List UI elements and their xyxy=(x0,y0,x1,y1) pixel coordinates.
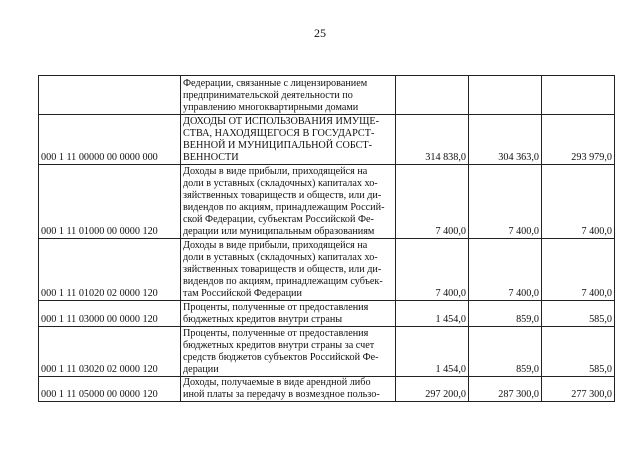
row-name-line: иной платы за передачу в возмездное пользо- xyxy=(183,389,380,400)
row-name-line: дерации или муниципальным образованиям xyxy=(183,226,375,237)
row-name xyxy=(181,239,396,301)
row-value-v2 xyxy=(469,76,542,115)
row-name-line: бюджетных кредитов внутри страны за счет xyxy=(183,340,375,351)
row-value-v2: 7 400,0 xyxy=(469,165,542,239)
row-name-line: СТВА, НАХОДЯЩЕГОСЯ В ГОСУДАРСТ- xyxy=(183,128,375,139)
row-name-line: Проценты, полученные от предоставления xyxy=(183,328,369,339)
row-name-line: бюджетных кредитов внутри страны xyxy=(183,314,343,325)
row-value-v1 xyxy=(396,76,469,115)
row-name-line: дерации xyxy=(183,364,219,375)
row-name-line: доли в уставных (складочных) капиталах хо- xyxy=(183,178,378,189)
row-name-line: Доходы, получаемые в виде арендной либо xyxy=(183,377,371,388)
row-name-line: Доходы в виде прибыли, приходящейся на xyxy=(183,166,368,177)
row-value-v3: 7 400,0 xyxy=(542,165,615,239)
row-name-line: ской Федерации, субъектам Российской Фе- xyxy=(183,214,374,225)
row-value-v3: 277 300,0 xyxy=(542,377,615,402)
row-value-v3: 585,0 xyxy=(542,327,615,377)
row-value-v2: 7 400,0 xyxy=(469,239,542,301)
row-value-v2: 859,0 xyxy=(469,301,542,327)
table-row xyxy=(39,327,615,377)
row-value-v1: 297 200,0 xyxy=(396,377,469,402)
row-value-v3: 7 400,0 xyxy=(542,239,615,301)
page-number: 25 xyxy=(314,26,326,40)
row-code: 000 1 11 05000 00 0000 120 xyxy=(39,377,181,402)
table-row xyxy=(39,76,615,115)
row-name-line: зяйственных товариществ и обществ, или ди- xyxy=(183,190,382,201)
row-value-v2: 304 363,0 xyxy=(469,115,542,165)
row-name-line: видендов по акциям, принадлежащим Россий- xyxy=(183,202,385,213)
row-name xyxy=(181,301,396,327)
row-name xyxy=(181,327,396,377)
row-value-v1: 7 400,0 xyxy=(396,165,469,239)
row-value-v3 xyxy=(542,76,615,115)
table-row xyxy=(39,115,615,165)
row-name-line: средств бюджетов субъектов Российской Фе- xyxy=(183,352,379,363)
row-value-v1: 1 454,0 xyxy=(396,301,469,327)
table-row xyxy=(39,301,615,327)
row-code: 000 1 11 03020 02 0000 120 xyxy=(39,327,181,377)
row-value-v3: 293 979,0 xyxy=(542,115,615,165)
table-row xyxy=(39,165,615,239)
row-value-v1: 1 454,0 xyxy=(396,327,469,377)
row-name-line: ДОХОДЫ ОТ ИСПОЛЬЗОВАНИЯ ИМУЩЕ- xyxy=(183,116,379,127)
row-code: 000 1 11 01000 00 0000 120 xyxy=(39,165,181,239)
row-name-line: предпринимательской деятельности по xyxy=(183,90,353,101)
row-value-v1: 7 400,0 xyxy=(396,239,469,301)
row-name xyxy=(181,115,396,165)
row-name-line: ВЕННОЙ И МУНИЦИПАЛЬНОЙ СОБСТ- xyxy=(183,140,373,151)
row-code: 000 1 11 00000 00 0000 000 xyxy=(39,115,181,165)
row-value-v3: 585,0 xyxy=(542,301,615,327)
row-name-line: Федерации, связанные с лицензированием xyxy=(183,78,368,89)
row-name xyxy=(181,377,396,402)
row-name xyxy=(181,165,396,239)
row-name xyxy=(181,76,396,115)
row-name-line: видендов по акциям, принадлежащим субъек- xyxy=(183,276,383,287)
row-code: 000 1 11 03000 00 0000 120 xyxy=(39,301,181,327)
row-name-line: Проценты, полученные от предоставления xyxy=(183,302,369,313)
row-value-v1: 314 838,0 xyxy=(396,115,469,165)
row-name-line: Доходы в виде прибыли, приходящейся на xyxy=(183,240,368,251)
row-code: 000 1 11 01020 02 0000 120 xyxy=(39,239,181,301)
row-value-v2: 859,0 xyxy=(469,327,542,377)
row-name-line: доли в уставных (складочных) капиталах хо- xyxy=(183,252,378,263)
row-name-line: там Российской Федерации xyxy=(183,288,302,299)
row-value-v2: 287 300,0 xyxy=(469,377,542,402)
row-name-line: управлению многоквартирными домами xyxy=(183,102,359,113)
table-row xyxy=(39,239,615,301)
row-code xyxy=(39,76,181,115)
row-name-line: зяйственных товариществ и обществ, или ди- xyxy=(183,264,382,275)
table-row xyxy=(39,377,615,402)
budget-table xyxy=(38,75,615,402)
row-name-line: ВЕННОСТИ xyxy=(183,152,239,163)
